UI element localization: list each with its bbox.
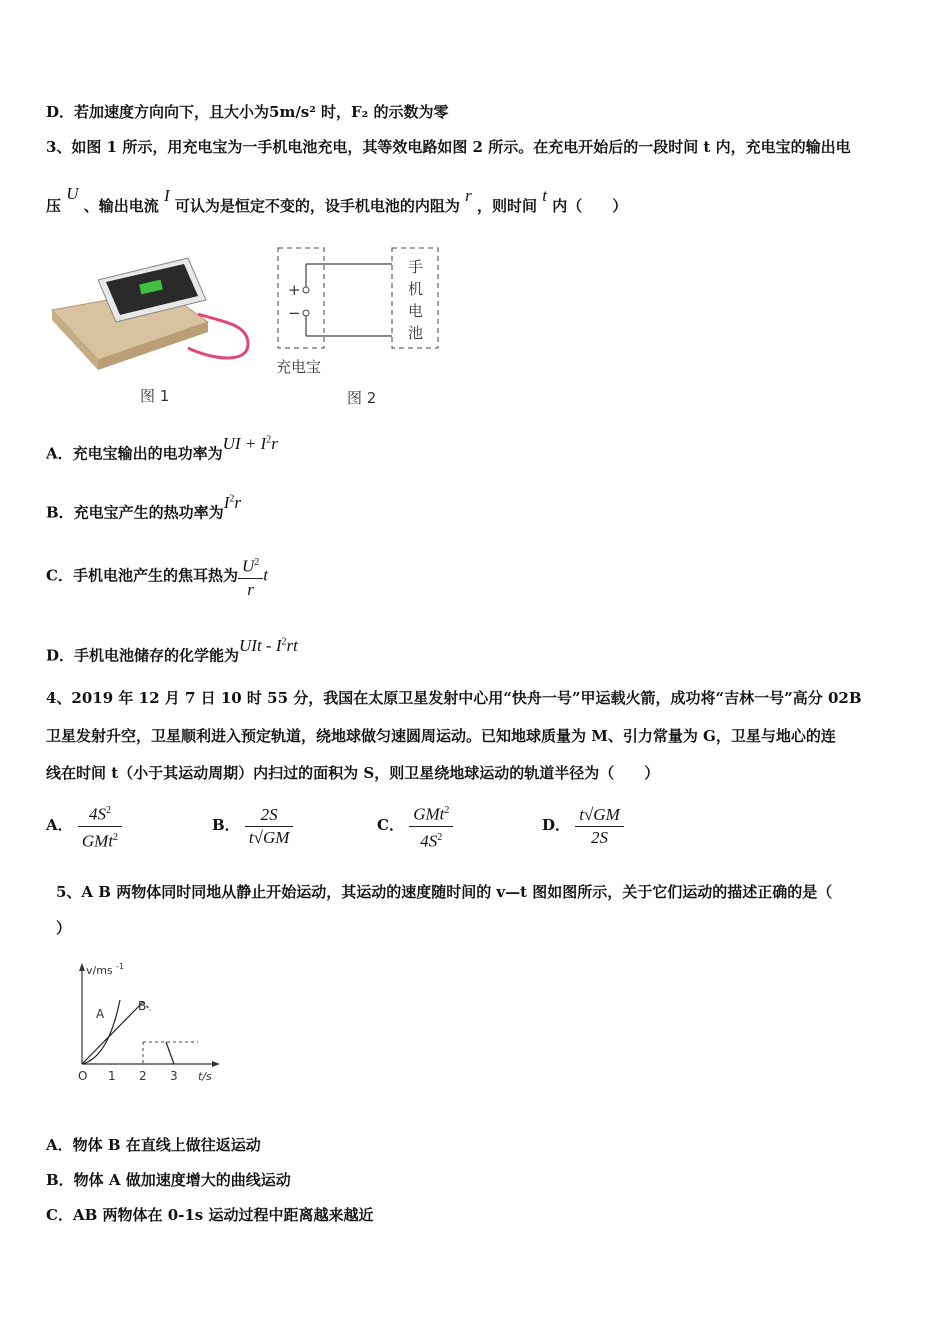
q4-option-c-den: 4S [420,831,438,851]
q4-option-a-label: A． [46,816,73,835]
q3-option-c-tail: t [263,565,268,585]
q3-stem-b: 、输出电流 [83,197,159,215]
line-b-rise [82,1002,143,1064]
terminal-minus [303,310,309,316]
tick-2: 2 [139,1069,147,1083]
q3-option-b-math: I [223,492,230,512]
q4-stem-line3 [46,763,659,783]
q5-stem-line2 [56,918,71,938]
q3-option-d-text: D．手机电池储存的化学能为 [46,646,240,665]
figure2-caption: 图 2 [347,389,377,407]
q3-option-c-fraction [238,552,263,601]
q3-sym-u: U [66,184,79,203]
q4-line2-text: 卫星发射升空，卫星顺利进入预定轨道，绕地球做匀速圆周运动。已知地球质量为 M、引力常量为 G，卫星与地心的连 [46,727,836,745]
curve-a-label: A [96,1007,105,1021]
figure1-powerbank-image [48,252,258,372]
q4-option-d-den: 2S [591,827,608,847]
q3-option-b-math2: r [234,492,241,512]
q3-stem-line1 [46,137,851,157]
q5-vt-graph [70,958,230,1088]
q4-option-b-num: 2S [245,804,294,827]
plus-sign: + [288,281,301,299]
q3-stem-line2 [46,184,628,216]
q5-option-a [46,1135,261,1155]
q4-option-b [212,800,293,850]
q3-option-a [46,433,278,464]
y-axis-label-sup: -1 [116,962,124,971]
q5-line1-text: 5、A B 两物体同时同地从静止开始运动，其运动的速度随时间的 v—t 图如图所示，关于它们运动的描述正确的是（ [56,883,833,901]
tick-1: 1 [108,1069,116,1083]
q4-option-d [542,800,624,850]
q3-option-c-sup: 2 [254,557,260,568]
y-axis-label: v/ms [86,964,113,977]
q4-option-c [377,800,453,852]
q4-option-d-num: t√GM [575,804,624,827]
q3-option-b [46,492,241,523]
q3-option-b-sup: 2 [229,493,235,504]
q3-option-c-den: r [247,579,254,599]
q3-option-d-math2: rt [286,635,298,655]
q3-stem-e: 内（ ） [552,197,628,215]
q3-stem-d: ，则时间 [477,197,538,215]
q2-option-d [46,102,448,122]
q3-option-d [46,635,298,666]
q3-option-d-math: UIt - I [239,635,282,655]
q3-stem-c: 可认为是恒定不变的，设手机电池的内阻为 [174,197,460,215]
x-axis-label: t/s [198,1070,212,1083]
battery-label-4: 池 [408,324,424,342]
tick-3: 3 [170,1069,178,1083]
q4-option-a-fraction [78,800,122,852]
line-b-fall [166,1042,174,1064]
q3-option-d-sup: 2 [281,636,287,647]
q4-option-a-num: 4S [88,804,106,824]
terminal-plus [303,287,309,293]
battery-label-1: 手 [408,258,424,276]
origin-label: O [78,1069,88,1083]
q3-option-b-text: B．充电宝产生的热功率为 [46,503,224,522]
q3-option-c [46,552,268,601]
q4-line1-text: 4、2019 年 12 月 7 日 10 时 55 分，我国在太原卫星发射中心用“快舟一号”甲运载火箭，成功将“吉林一号”高分 02B [46,689,862,707]
q4-option-b-den: t√GM [248,827,290,847]
q3-sym-r: r [465,186,472,205]
q4-option-b-label: B． [212,816,240,834]
q3-sym-t: t [542,186,548,205]
q5-option-c [46,1205,373,1225]
q4-option-a-den: GMt [81,831,114,851]
q4-option-d-label: D． [542,816,571,834]
minus-sign: − [288,304,301,322]
q3-option-a-math2: r [271,433,278,453]
powerbank-label: 充电宝 [276,358,322,376]
q4-option-c-den-sup: 2 [437,831,443,843]
y-axis-arrow [79,963,85,971]
x-axis-arrow [212,1061,220,1067]
q4-line3-text: 线在时间 t（小于其运动周期）内扫过的面积为 S，则卫星绕地球运动的轨道半径为（ ） [46,764,660,782]
q3-option-c-num: U [241,556,255,576]
q5-option-b-text: B．物体 A 做加速度增大的曲线运动 [46,1171,291,1189]
q4-option-a-den-sup: 2 [113,831,119,843]
q2-option-d-text: D．若加速度方向向下，且大小为5m/s² 时，F₂ 的示数为零 [46,103,449,121]
q4-option-c-fraction [409,800,453,852]
q5-line2-text: ） [56,919,72,937]
q4-stem-line2 [46,726,836,746]
q4-option-a [46,800,122,852]
q5-option-b [46,1170,291,1190]
q3-option-a-math: UI + I [222,433,267,453]
q4-option-c-label: C． [377,816,404,835]
q5-stem-line1 [56,882,832,902]
q3-stem-a: 压 [46,197,62,215]
battery-label-2: 机 [408,280,424,298]
q5-option-c-text: C．AB 两物体在 0-1s 运动过程中距离越来越近 [46,1206,374,1224]
q3-stem-line1-text: 3、如图 1 所示，用充电宝为一手机电池充电，其等效电路如图 2 所示。在充电开始后的一段时间 t 内，充电宝的输出电 [46,138,851,156]
q4-stem-line1 [46,688,862,708]
q4-option-c-num: GMt [413,804,445,824]
battery-label-3: 电 [408,302,424,320]
curve-b-label: B [138,999,147,1013]
figure2-circuit [272,244,452,384]
q3-option-a-sup: 2 [266,434,272,445]
q3-sym-i: I [164,186,170,205]
q4-option-a-num-sup: 2 [105,805,111,816]
q4-option-b-fraction [245,804,294,849]
q3-option-a-text: A．充电宝输出的电功率为 [46,444,223,463]
q3-option-c-text: C．手机电池产生的焦耳热为 [46,566,238,585]
figure1-caption: 图 1 [140,387,170,405]
q4-option-d-fraction [575,804,624,849]
q5-option-a-text: A．物体 B 在直线上做往返运动 [46,1136,261,1154]
q4-option-c-num-sup: 2 [444,805,450,816]
powerbank-box [278,248,324,348]
